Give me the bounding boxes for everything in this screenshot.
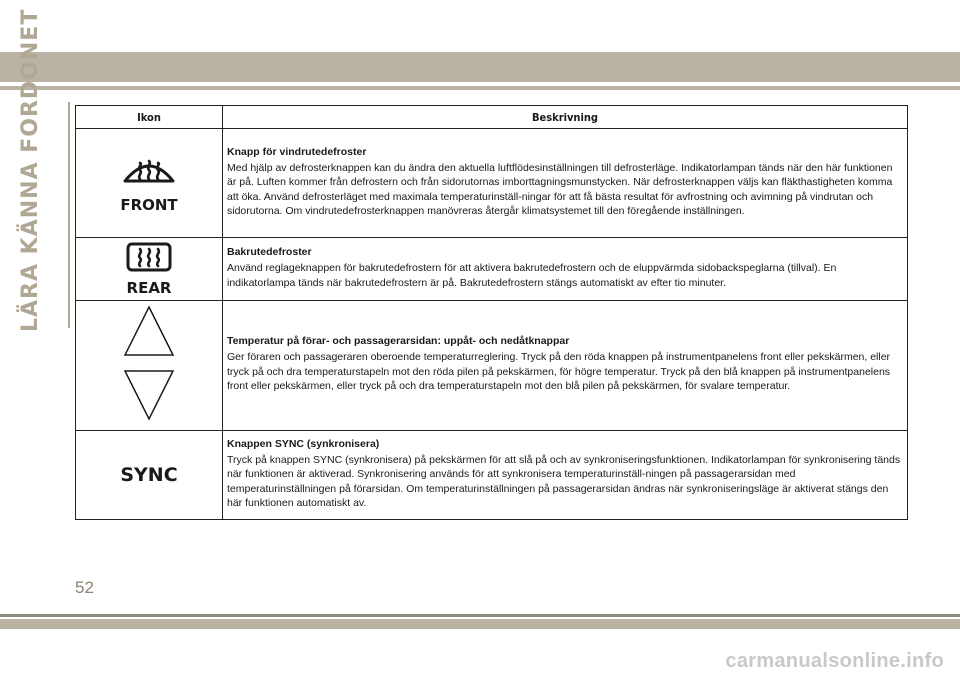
row-title: Knappen SYNC (synkronisera) [227, 437, 380, 450]
side-title-rule [68, 102, 70, 328]
front-defrost-icon [76, 153, 222, 214]
watermark: carmanualsonline.info [725, 650, 944, 672]
temperature-up-icon [125, 307, 173, 355]
table-row [76, 301, 908, 431]
icon-cell [76, 238, 223, 301]
table-header-row [76, 106, 908, 129]
description-cell [223, 129, 908, 238]
front-icon-label: FRONT [120, 195, 178, 214]
footer-band [0, 619, 960, 629]
description-cell [223, 431, 908, 520]
icon-cell [76, 301, 223, 431]
temperature-up-down-icon [76, 303, 222, 428]
row-text: Ger föraren och passageraren oberoende temperaturreglering. Tryck på den röda knappen på instrumentpanelens front eller pekskärmen, eller tryck på och dra temperaturstapeln mot den röda pilen på pekskärmen, för högre temperatur. Tryck på den blå knappen på instrumentpanelens front eller pekskärmen, eller tryck på och dra temperaturstapeln mot den blå pilen på pekskärmen, för svalare temperatur. [227, 351, 891, 393]
header-description: Beskrivning [223, 106, 908, 129]
section-side-title: LÄRA KÄNNA FORDONET [18, 8, 43, 332]
icon-cell [76, 129, 223, 238]
table-row [76, 431, 908, 520]
row-title: Temperatur på förar- och passagerarsidan: uppåt- och nedåtknappar [227, 335, 570, 348]
header-band [0, 52, 960, 82]
row-text: Tryck på knappen SYNC (synkronisera) på pekskärmen för att slå på och av synkroniseringsfunktionen. Indikatorlampan för synkronisering tänds när funktionen är aktiverad. Synkronisering används för att synkronisera temperaturinställ-ningen på passagerarsidan med temperaturinställningen på förarsidan. Om temperaturinställningen på passagerarsidan ändras när synkroniseringsläge är aktiverat stängs den här funktionen automatiskt av. [227, 453, 901, 509]
sync-icon: SYNC [120, 464, 178, 486]
description-cell [223, 301, 908, 431]
icon-cell [76, 431, 223, 520]
controls-table [75, 105, 908, 520]
header-rule [0, 86, 960, 90]
row-text: Använd reglageknappen för bakrutedefrostern för att aktivera bakrutedefrostern och de eluppvärmda sidobackspeglarna (tillval). En indikatorlampa tänds när bakrutedefrostern är på. Bakrutedefrostern stängs automatiskt av efter tio minuter. [227, 262, 837, 289]
table-row [76, 129, 908, 238]
footer-rule [0, 614, 960, 617]
row-text: Med hjälp av defrosterknappen kan du ändra den aktuella luftflödesinställningen till defrosterläge. Indikatorlampan tänds när den här funktionen är på. Luften kommer från defrostern och från sidorutornas imborttagningsmunstycken. När defrosterknappen väljs kan fläkthastigheten komma att öka. Använd defrosterläget med maximala temperaturinställ-ningar för att få bästa resultat för avfrostning och avimning på vindrutan och sidorutorna. Om vindrutedefrosterknappen manövreras återgår klimatsystemet till den föregående inställningen. [227, 161, 893, 217]
page-number: 52 [75, 578, 94, 597]
description-cell [223, 238, 908, 301]
rear-defrost-icon [76, 242, 222, 297]
header-icon: Ikon [76, 106, 223, 129]
row-title: Bakrutedefroster [227, 246, 312, 258]
rear-icon-label: REAR [126, 278, 172, 297]
row-title: Knapp för vindrutedefroster [227, 145, 367, 158]
table-row [76, 238, 908, 301]
temperature-down-icon [125, 371, 173, 419]
